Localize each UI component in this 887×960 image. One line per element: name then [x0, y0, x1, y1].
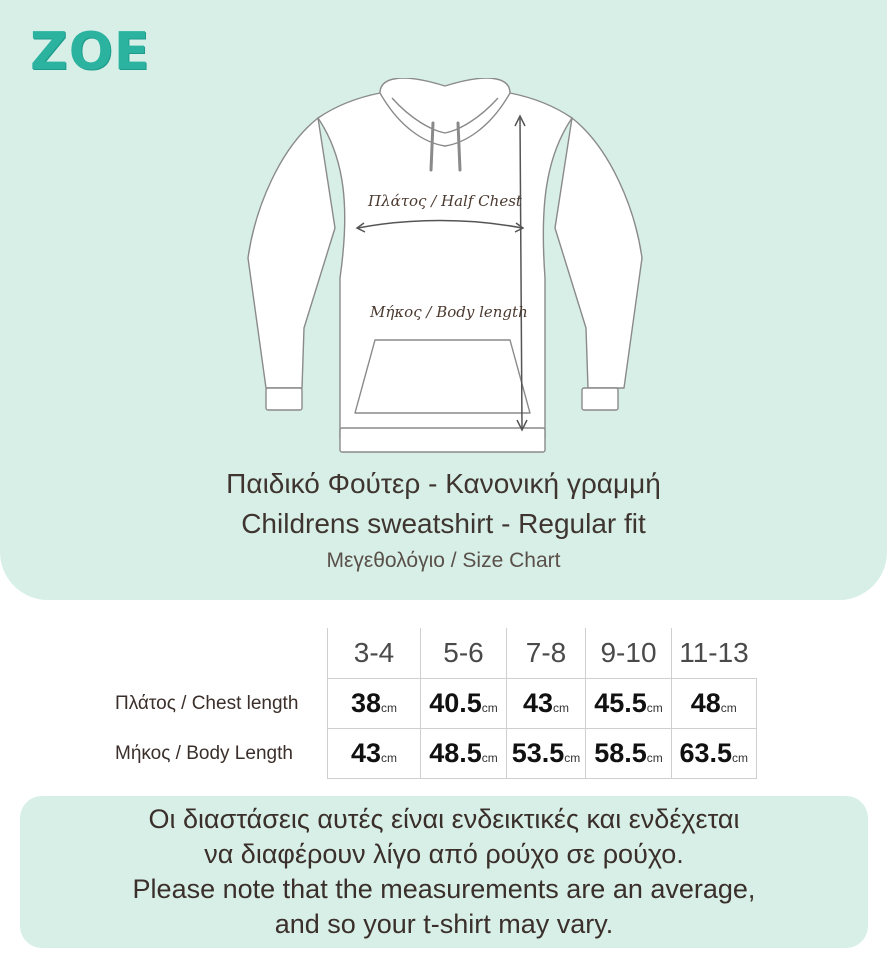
cell-unit: cm	[553, 701, 570, 715]
table-cell	[672, 679, 757, 729]
disclaimer-note	[20, 796, 868, 948]
table-corner	[105, 628, 328, 679]
table-header-row	[105, 628, 756, 679]
table-cell	[507, 679, 586, 729]
table-cell	[421, 729, 507, 779]
note-line-1: Οι διαστάσεις αυτές είναι ενδεικτικές και ενδέχεται	[148, 804, 740, 834]
table-cell	[328, 679, 421, 729]
title-english: Childrens sweatshirt - Regular fit	[241, 508, 646, 539]
size-header: 3-4	[328, 628, 421, 679]
table-row	[105, 679, 756, 729]
cell-unit: cm	[481, 751, 498, 765]
cell-value: 58.5	[594, 738, 647, 768]
note-line-4: and so your t-shirt may vary.	[274, 909, 614, 939]
length-measure-label: Μήκος / Body length	[370, 303, 528, 321]
table-cell	[586, 679, 672, 729]
table-row	[105, 729, 756, 779]
cell-value: 45.5	[594, 688, 647, 718]
cell-value: 63.5	[679, 738, 733, 768]
table-cell	[421, 679, 507, 729]
row-label-chest: Πλάτος / Chest length	[115, 692, 299, 714]
cell-unit: cm	[646, 751, 663, 765]
cell-value: 48	[690, 688, 721, 718]
note-line-2: να διαφέρουν λίγο από ρούχο σε ρούχο.	[204, 839, 684, 869]
size-header: 9-10	[586, 628, 672, 679]
cell-value: 43	[350, 738, 382, 768]
cell-unit: cm	[481, 701, 498, 715]
cell-unit: cm	[564, 751, 581, 765]
cell-value: 43	[522, 688, 554, 718]
hoodie-icon	[240, 78, 650, 458]
cell-unit: cm	[381, 751, 398, 765]
row-label-length: Μήκος / Body Length	[115, 742, 293, 764]
size-chart-table	[105, 628, 757, 779]
cell-unit: cm	[646, 701, 663, 715]
cell-value: 48.5	[429, 738, 482, 768]
cell-value: 40.5	[429, 688, 482, 718]
cell-unit: cm	[720, 701, 737, 715]
table-cell	[328, 729, 421, 779]
size-header: 11-13	[672, 628, 757, 679]
title-greek: Παιδικό Φούτερ - Κανονική γραμμή	[226, 468, 661, 499]
size-chart-subtitle: Μεγεθολόγιο / Size Chart	[326, 549, 561, 572]
cell-value: 38	[350, 688, 382, 718]
cell-unit: cm	[732, 751, 749, 765]
cell-value: 53.5	[511, 738, 565, 768]
size-header: 5-6	[421, 628, 507, 679]
table-cell	[507, 729, 586, 779]
table-cell	[586, 729, 672, 779]
brand-logo: ZOE	[30, 22, 151, 82]
chest-measure-label: Πλάτος / Half Chest	[368, 192, 522, 210]
table-cell	[672, 729, 757, 779]
note-line-3: Please note that the measurements are an average,	[132, 874, 756, 904]
cell-unit: cm	[381, 701, 398, 715]
size-header: 7-8	[507, 628, 586, 679]
